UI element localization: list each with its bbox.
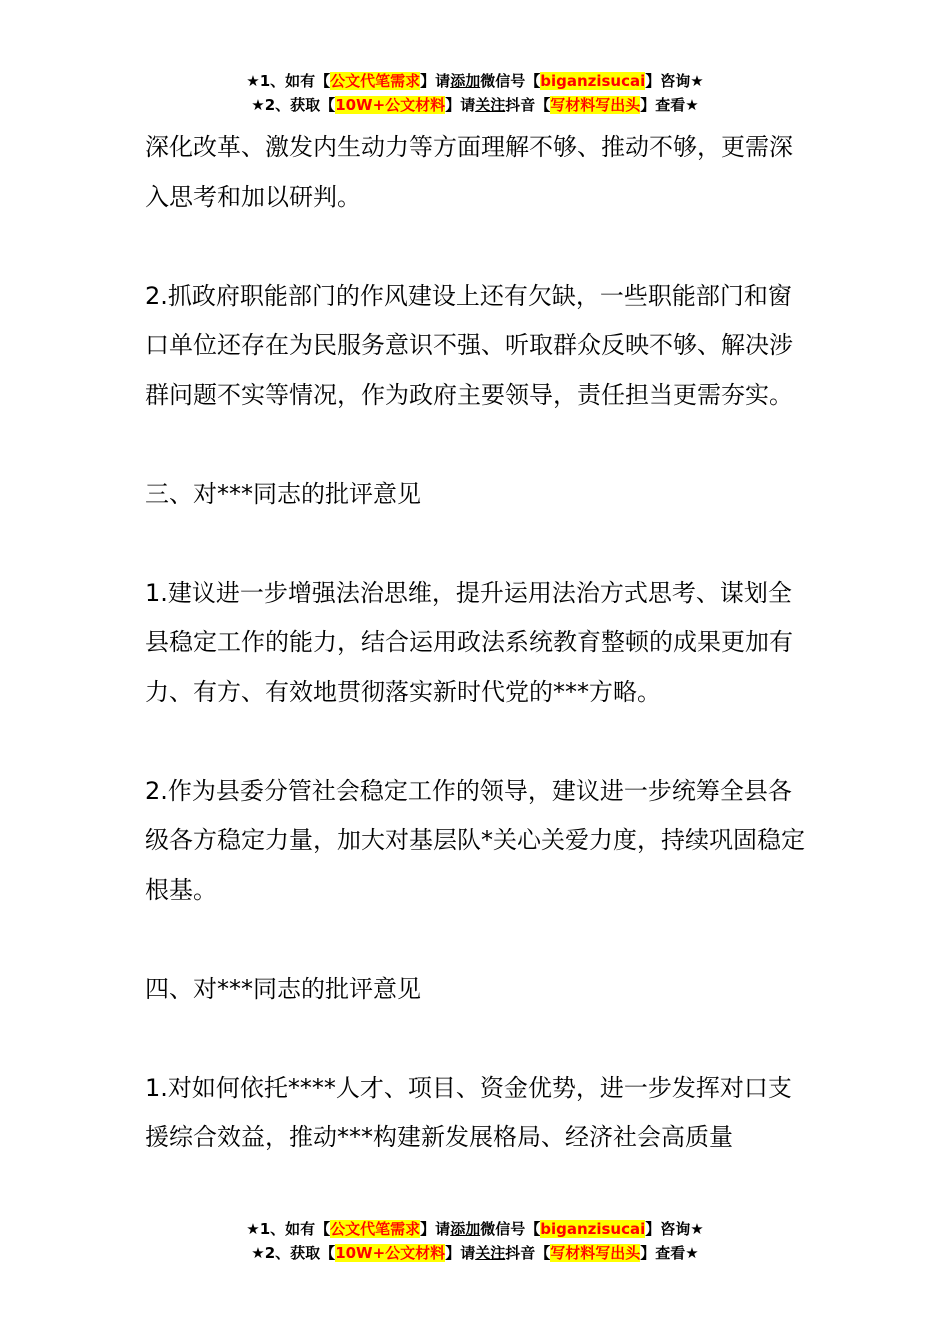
banner-text: 】请 [445,96,476,114]
footer-banner [0,1218,950,1266]
document-body [145,123,810,1163]
banner-underline: 关注 [475,96,506,114]
banner-text: 】咨询★ [645,1220,704,1238]
banner-line-2 [0,1242,950,1266]
banner-text: ★1、如有【 [246,72,331,90]
banner-underline: 添加 [450,72,481,90]
banner-text: 】请 [420,72,451,90]
section-heading: 四、对***同志的批评意见 [145,974,421,1003]
banner-text: ★1、如有【 [246,1220,331,1238]
banner-highlight: 公文代笔需求 [330,72,421,90]
banner-text: 】查看★ [640,96,699,114]
banner-highlight: biganzisucai [540,72,646,90]
paragraph: 2.作为县委分管社会稳定工作的领导，建议进一步统筹全县各级各方稳定力量，加大对基层队*关心关爱力度，持续巩固稳定根基。 [145,776,805,904]
banner-line-1 [0,70,950,94]
banner-highlight: 写材料写出头 [550,1244,641,1262]
banner-highlight: 公文代笔需求 [330,1220,421,1238]
banner-text: ★2、获取【 [251,96,336,114]
banner-text: 抖音【 [505,1244,551,1262]
paragraph: 2.抓政府职能部门的作风建设上还有欠缺，一些职能部门和窗口单位还存在为民服务意识不强、听取群众反映不够、解决涉群问题不实等情况，作为政府主要领导，责任担当更需夯实。 [145,281,793,409]
section-heading: 三、对***同志的批评意见 [145,479,421,508]
banner-highlight: 写材料写出头 [550,96,641,114]
header-banner [0,70,950,118]
banner-underline: 添加 [450,1220,481,1238]
banner-line-2 [0,94,950,118]
banner-text: 】咨询★ [645,72,704,90]
banner-text: 】请 [420,1220,451,1238]
banner-text: 微信号【 [480,72,541,90]
banner-text: ★2、获取【 [251,1244,336,1262]
paragraph: 1.对如何依托****人才、项目、资金优势，进一步发挥对口支援综合效益，推动***构建新发展格局、经济社会高质量 [145,1073,792,1151]
banner-highlight: 10W+公文材料 [335,96,446,114]
paragraph: 深化改革、激发内生动力等方面理解不够、推动不够，更需深入思考和加以研判。 [145,133,793,211]
banner-highlight: 10W+公文材料 [335,1244,446,1262]
banner-underline: 关注 [475,1244,506,1262]
banner-line-1 [0,1218,950,1242]
banner-text: 抖音【 [505,96,551,114]
banner-text: 微信号【 [480,1220,541,1238]
banner-highlight: biganzisucai [540,1220,646,1238]
banner-text: 】查看★ [640,1244,699,1262]
paragraph: 1.建议进一步增强法治思维，提升运用法治方式思考、谋划全县稳定工作的能力，结合运用政法系统教育整顿的成果更加有力、有方、有效地贯彻落实新时代党的***方略。 [145,578,793,706]
banner-text: 】请 [445,1244,476,1262]
